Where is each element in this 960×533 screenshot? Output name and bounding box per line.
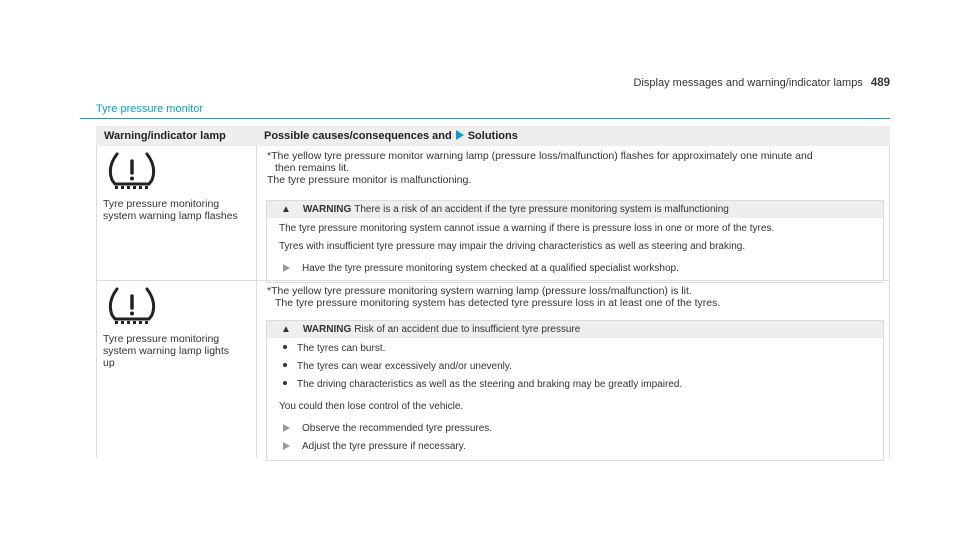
step-text: Observe the recommended tyre pressures. (302, 423, 493, 434)
table-border-left (96, 146, 97, 458)
cause-line: *The yellow tyre pressure monitoring system warning lamp (pressure loss/malfunction) is lit. (267, 285, 692, 297)
bullet-item (267, 358, 883, 376)
bullet-item (267, 376, 883, 394)
step-arrow-icon (283, 442, 290, 450)
warning-line: Tyres with insufficient tyre pressure may impair the driving characteristics as well as steering and braking. (279, 241, 746, 252)
lamp-line: Tyre pressure monitoring (103, 198, 220, 210)
col-header-solutions-text: Solutions (467, 130, 518, 142)
step-item (267, 420, 883, 438)
table-border-right (889, 146, 890, 458)
bullet-item (267, 340, 883, 358)
warning-triangle-icon: ▲ (281, 324, 291, 335)
cause-text (267, 150, 877, 186)
col-header-lamp: Warning/indicator lamp (104, 130, 226, 142)
step-item (267, 260, 883, 278)
warning-header (267, 321, 883, 338)
page-number: 489 (870, 77, 890, 89)
tyre-pressure-warning-icon (103, 285, 161, 325)
cause-line: The tyre pressure monitoring system has detected tyre pressure loss in at least one of the tyres. (275, 297, 721, 309)
lamp-description (103, 198, 253, 222)
bullet-icon (283, 363, 287, 367)
warning-title: Risk of an accident due to insufficient tyre pressure (354, 324, 581, 335)
bullet-text: The tyres can wear excessively and/or unevenly. (297, 361, 512, 372)
warning-label: WARNING (302, 204, 352, 215)
warning-line: The tyre pressure monitoring system cannot issue a warning if there is pressure loss in one or more of the tyres. (279, 223, 775, 234)
title-rule (80, 118, 890, 119)
col-header-causes-text: Possible causes/consequences and (264, 130, 452, 142)
warning-title: There is a risk of an accident if the tyre pressure monitoring system is malfunctioning (354, 204, 729, 215)
step-arrow-icon (283, 424, 290, 432)
bullet-text: The tyres can burst. (297, 343, 386, 354)
bullet-icon (283, 345, 287, 349)
lamp-description (103, 333, 253, 369)
cause-line: The tyre pressure monitor is malfunctioning. (267, 174, 472, 186)
col-header-causes (264, 130, 518, 142)
step-text: Adjust the tyre pressure if necessary. (302, 441, 466, 452)
warning-triangle-icon: ▲ (281, 204, 291, 215)
warning-box (266, 200, 884, 283)
warning-note: You could then lose control of the vehicle. (279, 401, 464, 412)
cause-line: *The yellow tyre pressure monitor warning lamp (pressure loss/malfunction) flashes for approximately one minute and (267, 150, 813, 162)
warning-box (266, 320, 884, 461)
tyre-pressure-warning-icon (103, 150, 161, 190)
table-header (96, 126, 890, 146)
bullet-icon (283, 381, 287, 385)
table-column-divider (256, 146, 257, 458)
step-arrow-icon (283, 264, 290, 272)
lamp-line: Tyre pressure monitoring (103, 333, 220, 345)
bullet-text: The driving characteristics as well as the steering and braking may be greatly impaired. (297, 379, 683, 390)
solutions-arrow-icon (456, 130, 464, 140)
warning-label: WARNING (302, 324, 352, 335)
lamp-line: system warning lamp lights (103, 345, 230, 357)
page-header (634, 77, 890, 89)
section-title: Tyre pressure monitor (96, 103, 203, 115)
cause-line: then remains lit. (275, 162, 350, 174)
lamp-line: system warning lamp flashes (103, 210, 238, 222)
cause-text (267, 285, 877, 309)
header-title: Display messages and warning/indicator lamps (633, 77, 863, 89)
lamp-line: up (103, 357, 115, 369)
step-text: Have the tyre pressure monitoring system checked at a qualified specialist workshop. (302, 263, 679, 274)
warning-header (267, 201, 883, 218)
step-item (267, 438, 883, 456)
